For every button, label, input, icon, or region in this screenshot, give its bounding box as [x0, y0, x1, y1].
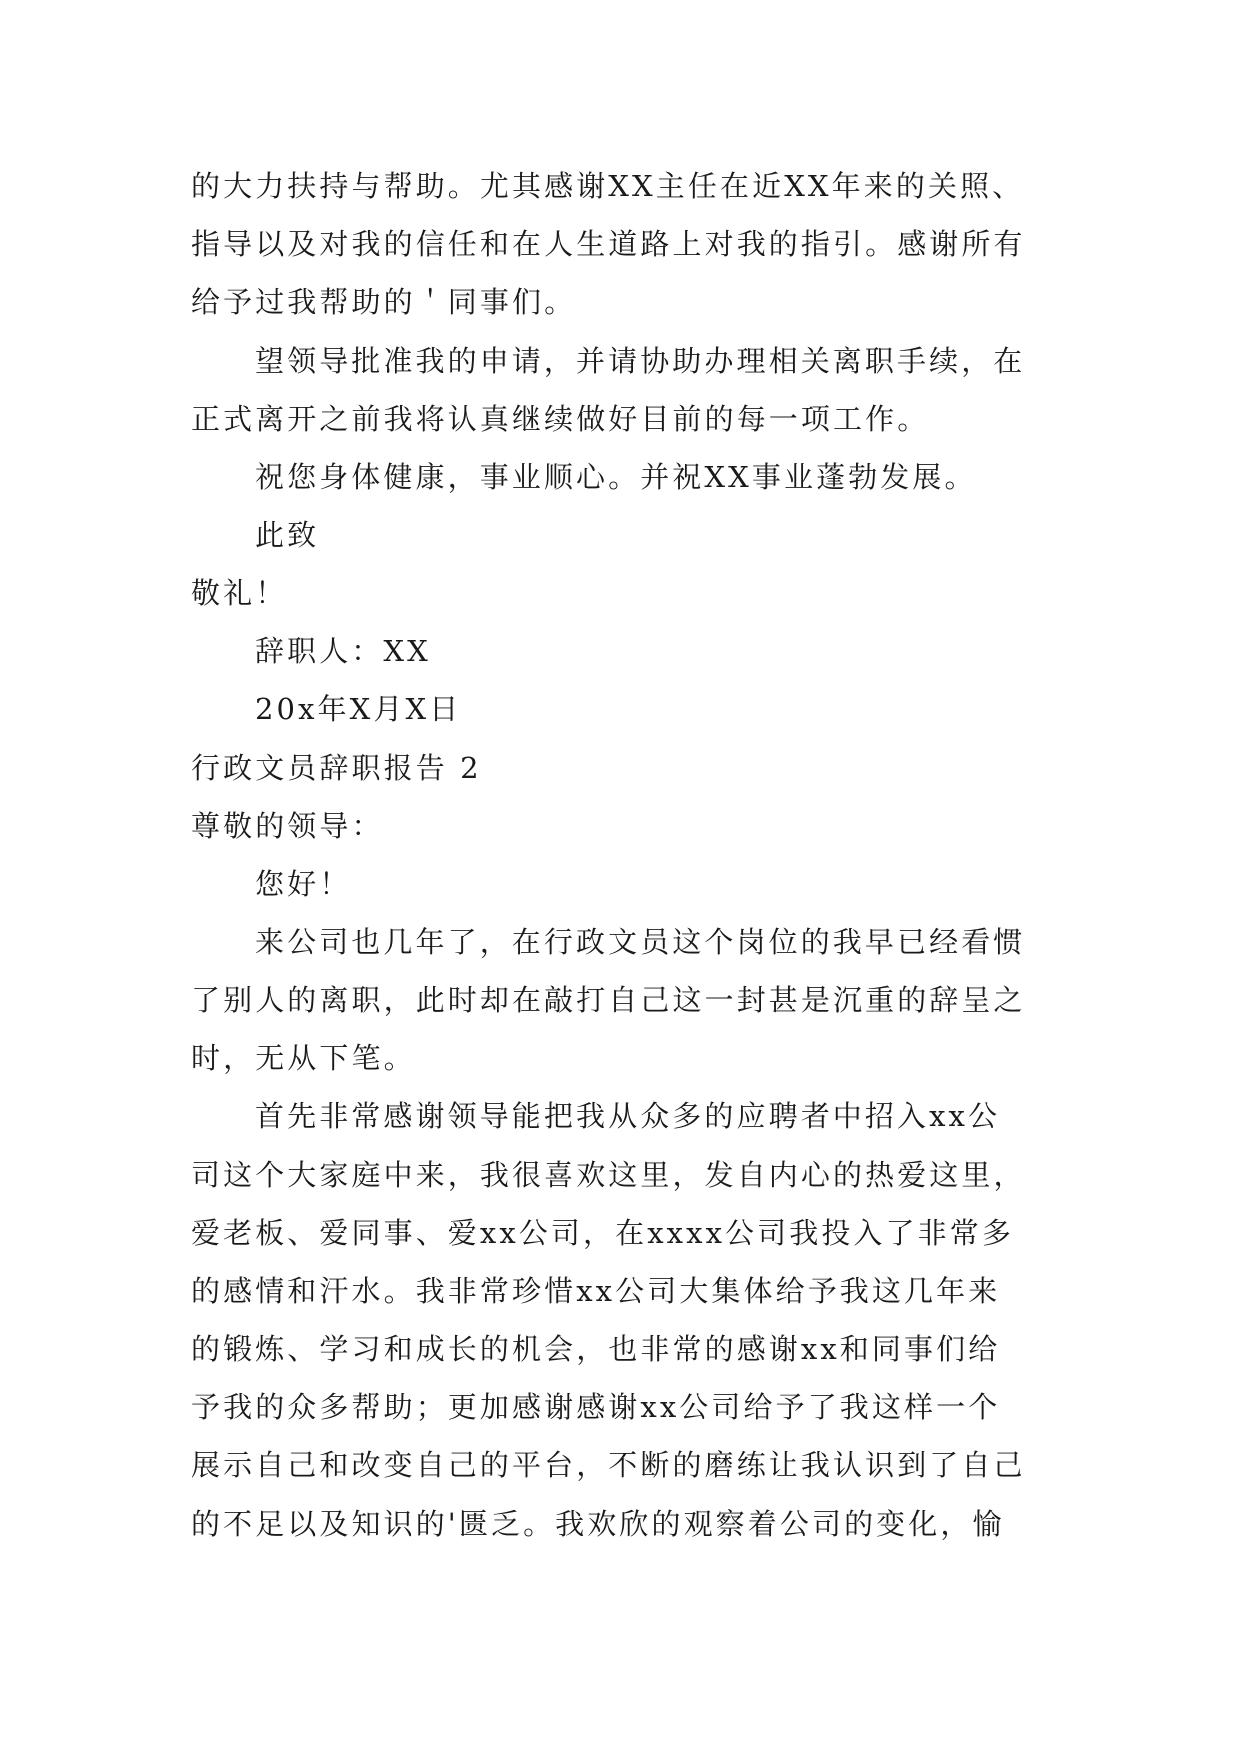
text-line-21: 的锻炼、学习和成长的机会，也非常的感谢xx和同事们给 — [191, 1332, 1001, 1366]
text-line-17: 首先非常感谢领导能把我从众多的应聘者中招入xx公 — [255, 1099, 1001, 1133]
closing-regards: 敬礼！ — [191, 576, 288, 610]
text-line-1: 的大力扶持与帮助。尤其感谢XX主任在近XX年来的关照、 — [191, 169, 1025, 203]
closing-salutation: 此致 — [255, 518, 320, 552]
text-line-14: 来公司也几年了，在行政文员这个岗位的我早已经看惯 — [255, 925, 1026, 959]
text-line-18: 司这个大家庭中来，我很喜欢这里，发自内心的热爱这里， — [191, 1158, 1026, 1192]
letter-greeting: 尊敬的领导： — [191, 809, 384, 843]
signature-date: 20x年X月X日 — [255, 692, 462, 726]
text-line-24: 的不足以及知识的'匮乏。我欢欣的观察着公司的变化，愉 — [191, 1507, 1005, 1541]
text-line-16: 时，无从下笔。 — [191, 1041, 416, 1075]
text-line-22: 予我的众多帮助；更加感谢感谢xx公司给予了我这样一个 — [191, 1390, 1001, 1424]
text-line-5: 正式离开之前我将认真继续做好目前的每一项工作。 — [191, 402, 930, 436]
text-line-4: 望领导批准我的申请，并请协助办理相关离职手续，在 — [255, 344, 1026, 378]
section-title: 行政文员辞职报告 2 — [191, 751, 482, 785]
letter-hello: 您好！ — [255, 867, 352, 901]
text-line-19: 爱老板、爱同事、爱xx公司，在xxxx公司我投入了非常多 — [191, 1216, 1014, 1250]
text-line-3: 给予过我帮助的＇同事们。 — [191, 285, 577, 319]
text-line-20: 的感情和汗水。我非常珍惜xx公司大集体给予我这几年来 — [191, 1274, 1001, 1308]
text-line-6: 祝您身体健康，事业顺心。并祝XX事业蓬勃发展。 — [255, 460, 977, 494]
text-line-2: 指导以及对我的信任和在人生道路上对我的指引。感谢所有 — [191, 227, 1026, 261]
text-line-15: 了别人的离职，此时却在敲打自己这一封甚是沉重的辞呈之 — [191, 983, 1026, 1017]
signature-name: 辞职人：XX — [255, 634, 431, 668]
text-line-23: 展示自己和改变自己的平台，不断的磨练让我认识到了自己 — [191, 1448, 1026, 1482]
